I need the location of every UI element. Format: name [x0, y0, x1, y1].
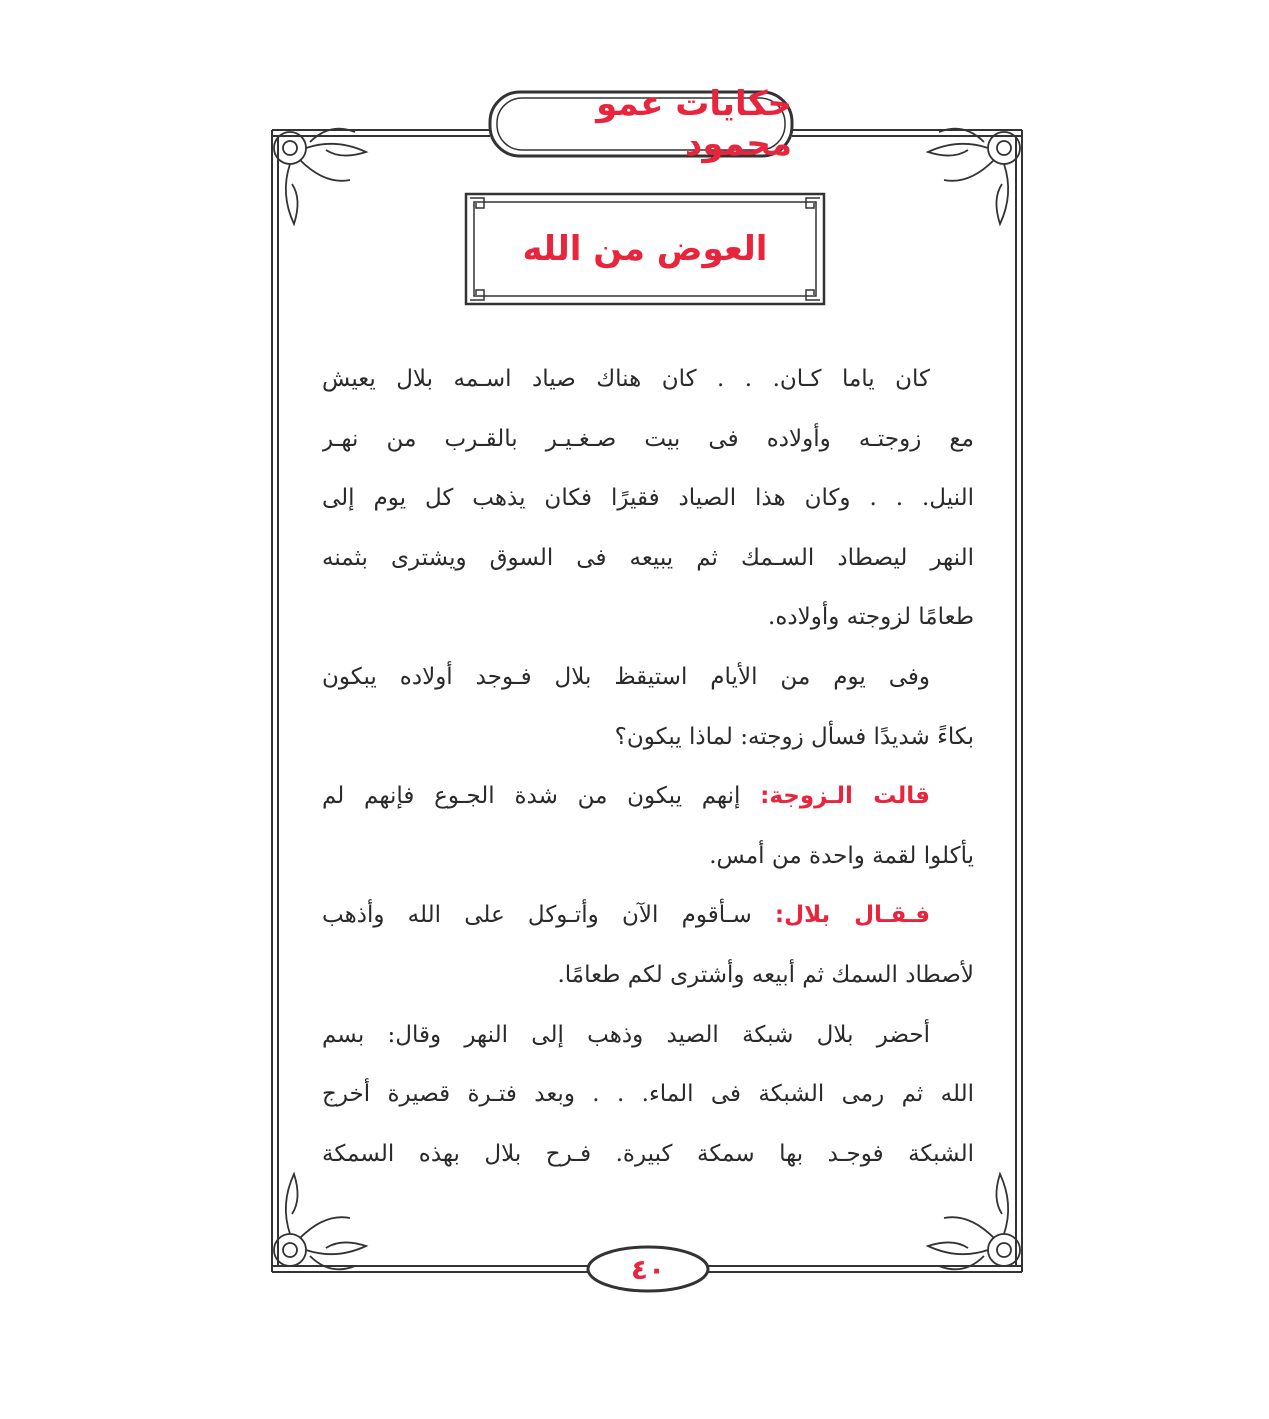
text-line	[322, 767, 974, 827]
text-line	[322, 1006, 974, 1066]
line-text: مع زوجتـه وأولاده فى بيت صـغـيـر بالقـرب من نهـر	[322, 425, 974, 452]
line-text: النهر ليصطاد السـمك ثم يبيعه فى السوق ويشترى بثمنه	[322, 544, 974, 571]
text-line	[322, 588, 974, 648]
story-body	[322, 350, 974, 1184]
line-text: إنهم يبكون من شدة الجـوع فإنهم لم	[322, 783, 761, 810]
text-line	[322, 469, 974, 529]
text-line	[322, 1065, 974, 1125]
text-line	[322, 1125, 974, 1185]
corner-ornament-bottom-left	[274, 1174, 366, 1269]
story-title: العوض من الله	[522, 229, 768, 269]
text-line	[322, 410, 974, 470]
text-line	[322, 946, 974, 1006]
text-line	[322, 827, 974, 887]
line-text: الله ثم رمى الشبكة فى الماء. . . وبعد فتـرة قصيرة أخرج	[322, 1081, 974, 1108]
line-text: لأصطاد السمك ثم أبيعه وأشترى لكم طعامًا.	[557, 961, 974, 988]
line-text: طعامًا لزوجته وأولاده.	[768, 604, 974, 631]
line-text: يأكلوا لقمة واحدة من أمس.	[709, 842, 974, 869]
line-text: بكاءً شديدًا فسأل زوجته: لماذا يبكون؟	[614, 723, 974, 750]
text-line	[322, 886, 974, 946]
page-number: ٤٠	[630, 1252, 666, 1286]
line-text: الشبكة فوجـد بها سمكة كبيرة. فـرح بلال بهذه السمكة	[322, 1140, 974, 1167]
line-text: سـأقوم الآن وأتـوكل على الله وأذهب	[322, 902, 775, 929]
text-line	[322, 648, 974, 708]
text-line	[322, 350, 974, 410]
line-text: أحضر بلال شبكة الصيد وذهب إلى النهر وقال: بسم	[322, 1021, 930, 1048]
text-line	[322, 708, 974, 768]
corner-ornament-top-right	[928, 129, 1020, 224]
line-text: وفى يوم من الأيام استيقظ بلال فـوجد أولاده يبكون	[322, 663, 930, 690]
line-text: النيل. . . وكان هذا الصياد فقيرًا فكان يذهب كل يوم إلى	[322, 485, 974, 512]
text-line	[322, 529, 974, 589]
series-title: حكايات عمو محمود	[596, 84, 792, 164]
line-text: كان ياما كـان. . . كان هناك صياد اسـمه بلال يعيش	[322, 366, 930, 392]
corner-ornament-top-left	[274, 129, 366, 224]
speaker-label: قالت الـزوجة:	[760, 783, 930, 810]
corner-ornament-bottom-right	[928, 1174, 1020, 1269]
speaker-label: فـقـال بلال:	[774, 902, 930, 929]
